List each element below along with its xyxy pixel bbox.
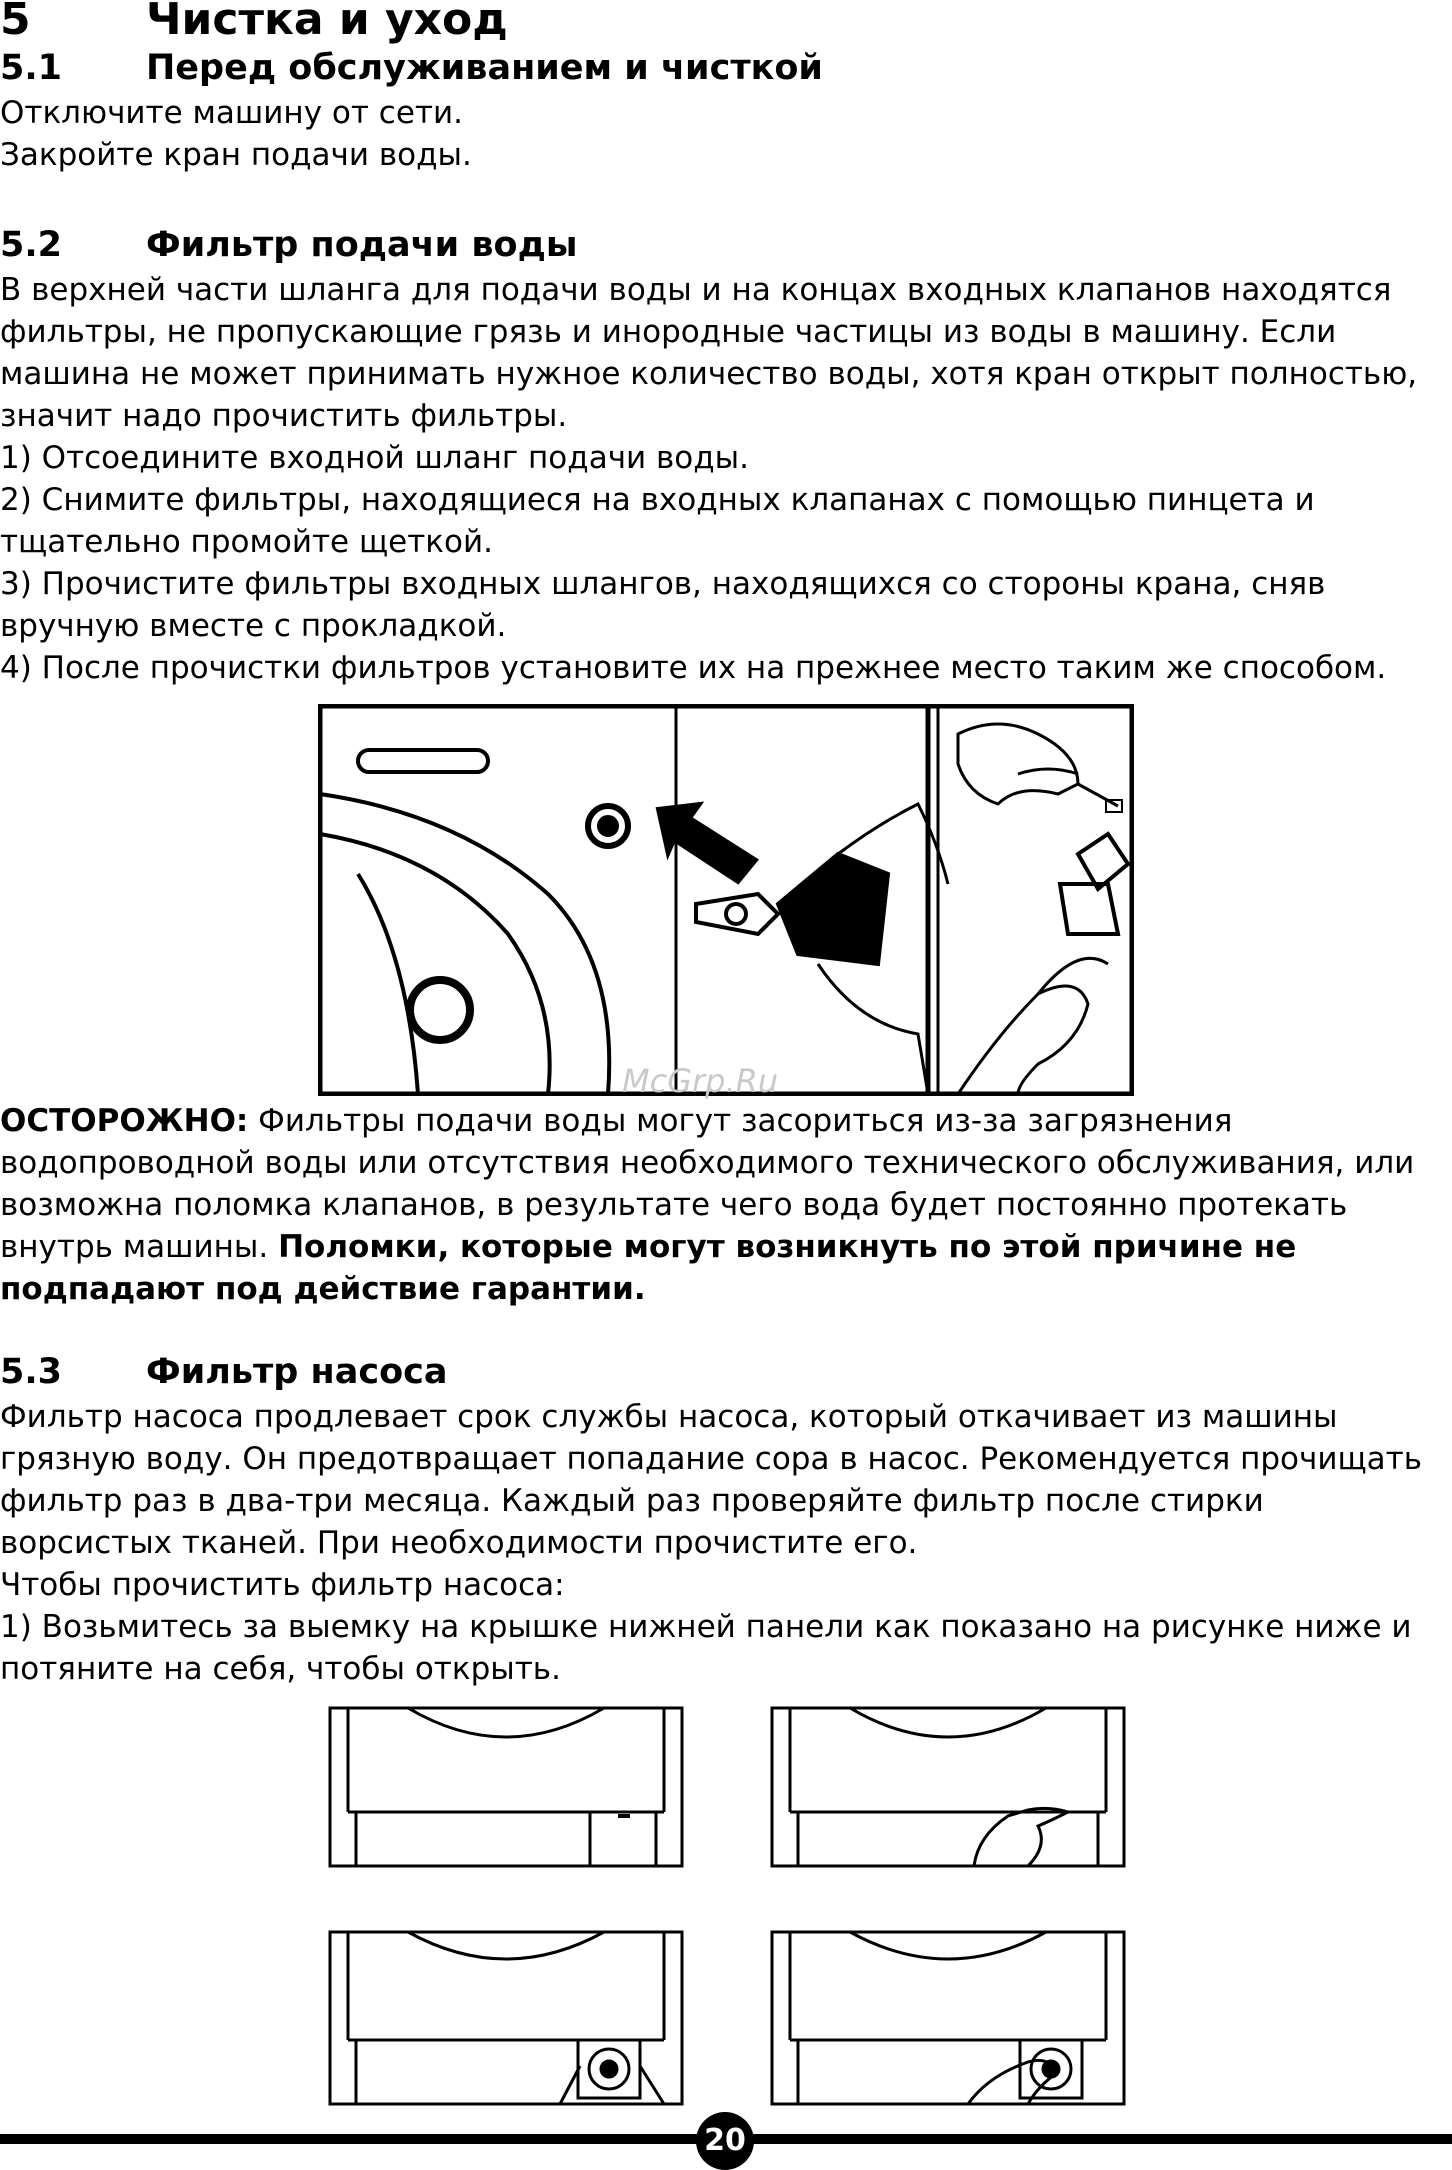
text-line: возможна поломка клапанов, в результате чего вода будет постоянно протекать [0,1187,1348,1223]
section-5-1-heading [0,48,823,88]
step-4: 4) После прочистки фильтров установите их на прежнее место таким же способом. [0,650,1387,686]
section-number: 5 [0,0,31,45]
text-line: В верхней части шланга для подачи воды и на концах входных клапанов находятся [0,272,1392,308]
warning-label: ОСТОРОЖНО: [0,1103,249,1139]
section-title: Чистка и уход [146,0,508,45]
text-line: Фильтр насоса продлевает срок службы насоса, который откачивает из машины [0,1399,1338,1435]
text-line: машина не может принимать нужное количество воды, хотя кран открыт полностью, [0,356,1418,392]
section-5-heading [0,0,508,45]
text-line: Чтобы прочистить фильтр насоса: [0,1567,565,1603]
page-number: 20 [696,2112,754,2170]
text-line: Фильтры подачи воды могут засориться из-за загрязнения [248,1103,1233,1139]
step-1-cont: потяните на себя, чтобы открыть. [0,1651,561,1687]
warranty-note: Поломки, которые могут возникнуть по этой причине не [278,1229,1297,1265]
section-title: Фильтр насоса [146,1352,448,1392]
text-line: Отключите машину от сети. [0,95,463,131]
step-3: 3) Прочистите фильтры входных шлангов, находящихся со стороны крана, сняв [0,566,1326,602]
pump-panel-illustration [328,1706,1128,2106]
text-line: Закройте кран подачи воды. [0,137,472,173]
text-line: ворсистых тканей. При необходимости прочистите его. [0,1525,918,1561]
text-line: значит надо прочистить фильтры. [0,398,568,434]
warranty-note-cont: подпадают под действие гарантии. [0,1271,646,1307]
section-title: Фильтр подачи воды [146,225,578,265]
step-3-cont: вручную вместе с прокладкой. [0,608,507,644]
watermark: McGrp.Ru [622,1062,779,1100]
section-title: Перед обслуживанием и чисткой [146,48,823,88]
step-1: 1) Возьмитесь за выемку на крышке нижней панели как показано на рисунке ниже и [0,1609,1412,1645]
section-5-3-text [0,1396,1448,1690]
step-1: 1) Отсоедините входной шланг подачи воды. [0,440,750,476]
section-5-1-text [0,92,1448,176]
step-2: 2) Снимите фильтры, находящиеся на входных клапанах с помощью пинцета и [0,482,1315,518]
section-number: 5.3 [0,1352,63,1392]
text-line: фильтр раз в два-три месяца. Каждый раз проверяйте фильтр после стирки [0,1483,1264,1519]
text-line: фильтры, не пропускающие грязь и инородные частицы из воды в машину. Если [0,314,1337,350]
inlet-filter-illustration [318,704,1134,1096]
warning-text [0,1100,1448,1310]
text-line: внутрь машины. [0,1229,279,1265]
section-5-3-heading [0,1352,447,1392]
step-2-cont: тщательно промойте щеткой. [0,524,493,560]
section-number: 5.2 [0,225,63,265]
text-line: водопроводной воды или отсутствия необходимого технического обслуживания, или [0,1145,1415,1181]
section-5-2-heading [0,225,577,265]
text-line: грязную воду. Он предотвращает попадание сора в насос. Рекомендуется прочищать [0,1441,1423,1477]
section-number: 5.1 [0,48,63,88]
section-5-2-text [0,269,1448,689]
